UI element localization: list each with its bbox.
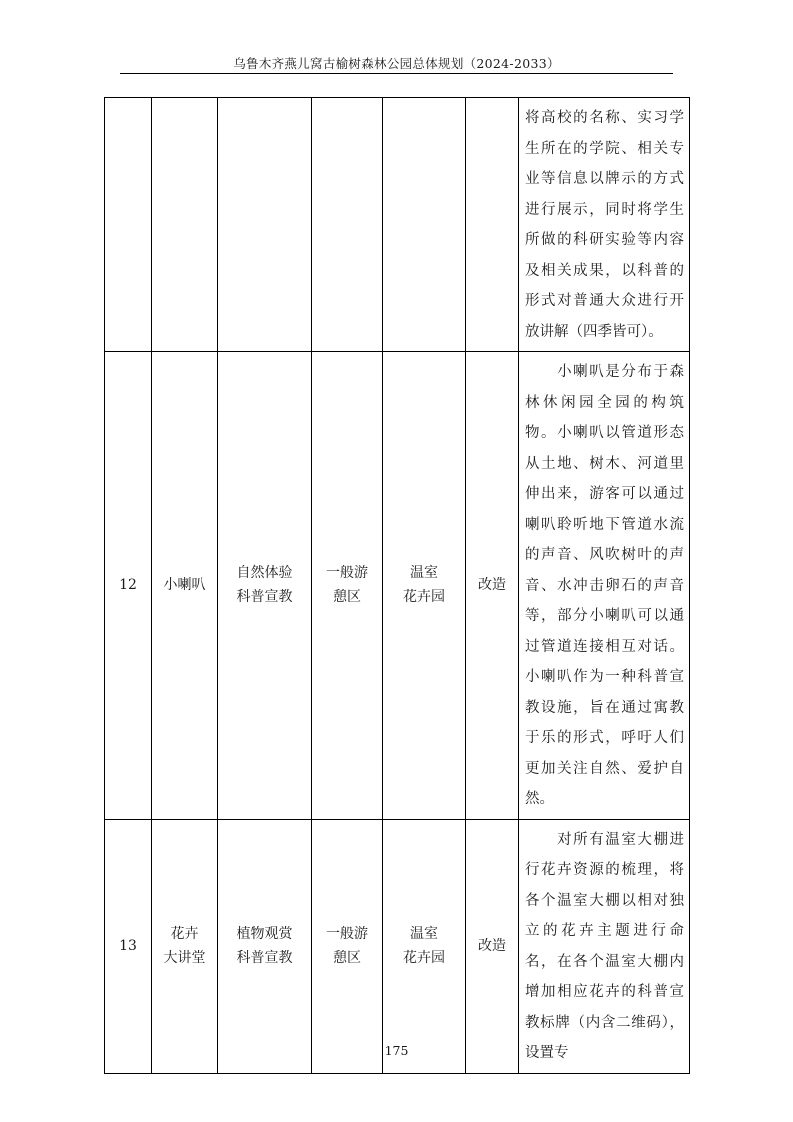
page-number: 175 — [384, 1043, 409, 1058]
cell-type: 改造 — [466, 352, 519, 820]
cell-function-line: 自然体验 — [236, 565, 293, 582]
table-row — [105, 98, 690, 352]
plan-table — [104, 97, 690, 1074]
cell-zone-line: 一般游 — [326, 565, 368, 582]
cell-description: 将高校的名称、实习学生所在的学院、相关专业等信息以牌示的方式进行展示，同时将学生所做的科研实验等内容及相关成果，以科普的形式对普通大众进行开放讲解（四季皆可）。 — [519, 98, 690, 352]
cell-name — [152, 352, 218, 820]
cell-zone — [312, 352, 383, 820]
cell-zone-line: 一般游 — [326, 926, 368, 942]
header-divider — [120, 73, 673, 74]
cell-area-line: 花卉园 — [403, 950, 445, 966]
cell-function — [218, 819, 312, 1073]
cell-zone-line: 憩区 — [333, 950, 361, 966]
cell-area — [383, 352, 466, 820]
cell-number — [105, 98, 152, 352]
cell-number: 13 — [105, 819, 152, 1073]
cell-area-line: 花卉园 — [403, 589, 445, 606]
cell-function — [218, 352, 312, 820]
cell-description: 小喇叭是分布于森林休闲园全园的构筑物。小喇叭以管道形态从土地、树木、河道里伸出来，游客可以通过喇叭聆听地下管道水流的声音、风吹树叶的声音、水冲击卵石的声音等，部分小喇叭可以通过管道连接相互对话。小喇叭作为一种科普宣教设施，旨在通过寓教于乐的形式，呼吁人们更加关注自然、爱护自然。 — [519, 352, 690, 820]
cell-type — [466, 98, 519, 352]
cell-name-line: 小喇叭 — [163, 577, 206, 594]
cell-area-line: 温室 — [410, 565, 438, 582]
cell-number: 12 — [105, 352, 152, 820]
cell-name — [152, 819, 218, 1073]
cell-name — [152, 98, 218, 352]
table-row — [105, 819, 690, 1073]
cell-zone-line: 憩区 — [333, 589, 361, 606]
cell-function-line: 科普宣教 — [236, 950, 293, 966]
cell-type: 改造 — [466, 819, 519, 1073]
cell-area — [383, 819, 466, 1073]
cell-area-line: 温室 — [410, 926, 438, 942]
cell-function-line: 科普宣教 — [236, 589, 293, 606]
cell-name-line: 花卉 — [170, 926, 199, 942]
cell-area — [383, 98, 466, 352]
cell-function — [218, 98, 312, 352]
cell-zone — [312, 98, 383, 352]
page-header-title: 乌鲁木齐燕儿窝古榆树森林公园总体规划（2024-2033） — [233, 56, 560, 71]
cell-function-line: 植物观赏 — [236, 926, 293, 942]
table-row — [105, 352, 690, 820]
cell-zone — [312, 819, 383, 1073]
cell-description: 对所有温室大棚进行花卉资源的梳理，将各个温室大棚以相对独立的花卉主题进行命名，在各个温室大棚内增加相应花卉的科普宣教标牌（内含二维码），设置专 — [519, 819, 690, 1073]
cell-name-line: 大讲堂 — [163, 950, 206, 966]
